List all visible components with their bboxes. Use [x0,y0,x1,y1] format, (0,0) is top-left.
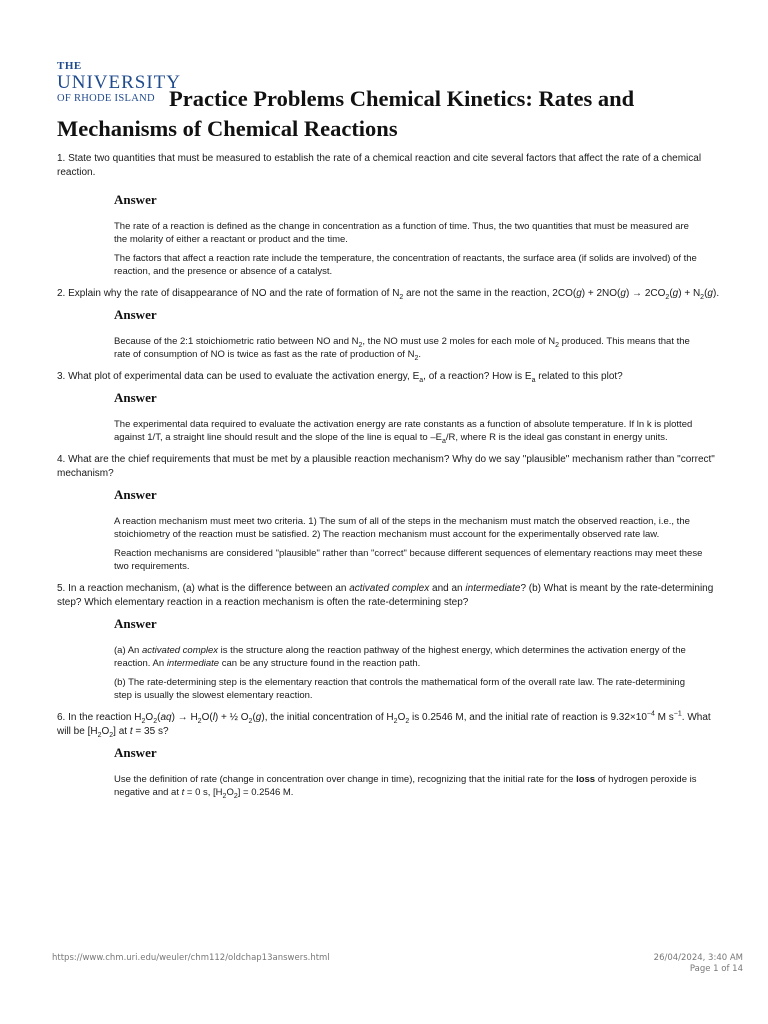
page-title [57,84,747,144]
page-title-line-2: Mechanisms of Chemical Reactions [57,116,398,141]
answer-3 [114,390,720,453]
logo-line-the: THE [57,60,82,72]
answer-4-paragraph-1: A reaction mechanism must meet two criteria. 1) The sum of all of the steps in the mechanism must match the observed reaction, i.e., the stoichiometry of the reaction must be satisfied. 2) The reaction mechanism must account for the experimentally observed rate law. [114,516,690,540]
answer-heading: Answer [114,616,157,631]
footer-page-number: Page 1 of 14 [689,964,743,974]
answer-6-paragraph: Use the definition of rate (change in concentration over change in time), recognizing that the initial rate for the loss of hydrogen peroxide is negative and at t = 0 s, $[H_2O_2] = 0.2546$ M. [114,774,697,799]
answer-1 [114,192,720,287]
question-1: 1. State two quantities that must be measured to establish the rate of a chemical reaction and cite several factors that affect the rate of a chemical reaction. [57,153,702,178]
answer-3-paragraph: The experimental data required to evaluate the activation energy are rate constants as a function of absolute temperature. If ln k is plotted against 1/T, a straight line should result and the slope of the line is equal to $-E_a/R$, where R is the ideal gas constant in energy units. [114,419,693,444]
answer-heading: Answer [114,390,157,405]
logo-line-rhode-island: OF RHODE ISLAND [57,93,155,104]
page-title-line-1: Practice Problems Chemical Kinetics: Rates and [169,86,635,111]
answer-6 [114,745,720,808]
footer-url[interactable]: https://www.chm.uri.edu/weuler/chm112/oldchap13answers.html [52,953,330,963]
answer-heading: Answer [114,745,157,760]
answer-2 [114,307,720,370]
answer-heading: Answer [114,487,157,502]
footer-datetime: 26/04/2024, 3:40 AM [653,953,743,963]
question-4: 4. What are the chief requirements that must be met by a plausible reaction mechanism? Why do we say "plausible" mechanism rather than "correct" mechanism? [57,454,715,479]
answer-5-paragraph-2: (b) The rate-determining step is the elementary reaction that controls the mathematical form of the overall rate law. The rate-determining step is usually the slowest elementary reaction. [114,677,685,701]
answer-4 [114,487,720,582]
problem-list [57,152,720,892]
footer-meta [654,953,743,975]
answer-4-paragraph-2: Reaction mechanisms are considered "plausible" rather than "correct" because different sequences of elementary reactions may meet these two requirements. [114,548,703,572]
question-5: 5. In a reaction mechanism, (a) what is the difference between an activated complex and an intermediate? (b) What is meant by the rate-determining step? Which elementary reaction in a reaction mechanism is often the rate-determining step? [57,583,714,608]
question-3: 3. What plot of experimental data can be used to evaluate the activation energy, $E_a$, of a reaction? How is $E_a$ related to this plot? [57,371,623,384]
question-2: 2. Explain why the rate of disappearance of NO and the rate of formation of $N_2$ are not the same in the reaction, $2CO(g) + 2NO(g) \to 2CO_2(g) + N_2(g)$. [57,288,720,301]
answer-1-paragraph-1: The rate of a reaction is defined as the change in concentration as a function of time. Thus, the two quantities that must be measured are the molarity of either a reactant or product and the time. [114,221,689,245]
answer-1-paragraph-2: The factors that affect a reaction rate include the temperature, the concentration of reactants, the surface area (if solids are involved) of the reaction, and the presence or absence of a catalyst. [114,253,697,277]
answer-5-paragraph-1: (a) An activated complex is the structure along the reaction pathway of the highest energy, which determines the activation energy of the reaction. An intermediate can be any structure found in the reaction path. [114,645,686,669]
question-6: 6. In the reaction $H_2O_2(aq) \to H_2O(l)$ + ½ $O_2(g)$, the initial concentration of $H_2O_2$ is 0.2546 M, and the initial rate of reaction is $9.32\times 10^{-4}$ M $s^{-1}$. What will be $[H_2O_2]$ at t = 35 s? [57,710,711,739]
answer-2-paragraph: Because of the 2:1 stoichiometric ratio between NO and $N_2$, the NO must use 2 moles for each mole of $N_2$ produced. This means that the rate of consumption of NO is twice as fast as the rate of production of $N_2$. [114,336,690,361]
logo-line-university: UNIVERSITY [57,72,181,93]
answer-5 [114,616,720,711]
answer-heading: Answer [114,192,157,207]
answer-heading: Answer [114,307,157,322]
